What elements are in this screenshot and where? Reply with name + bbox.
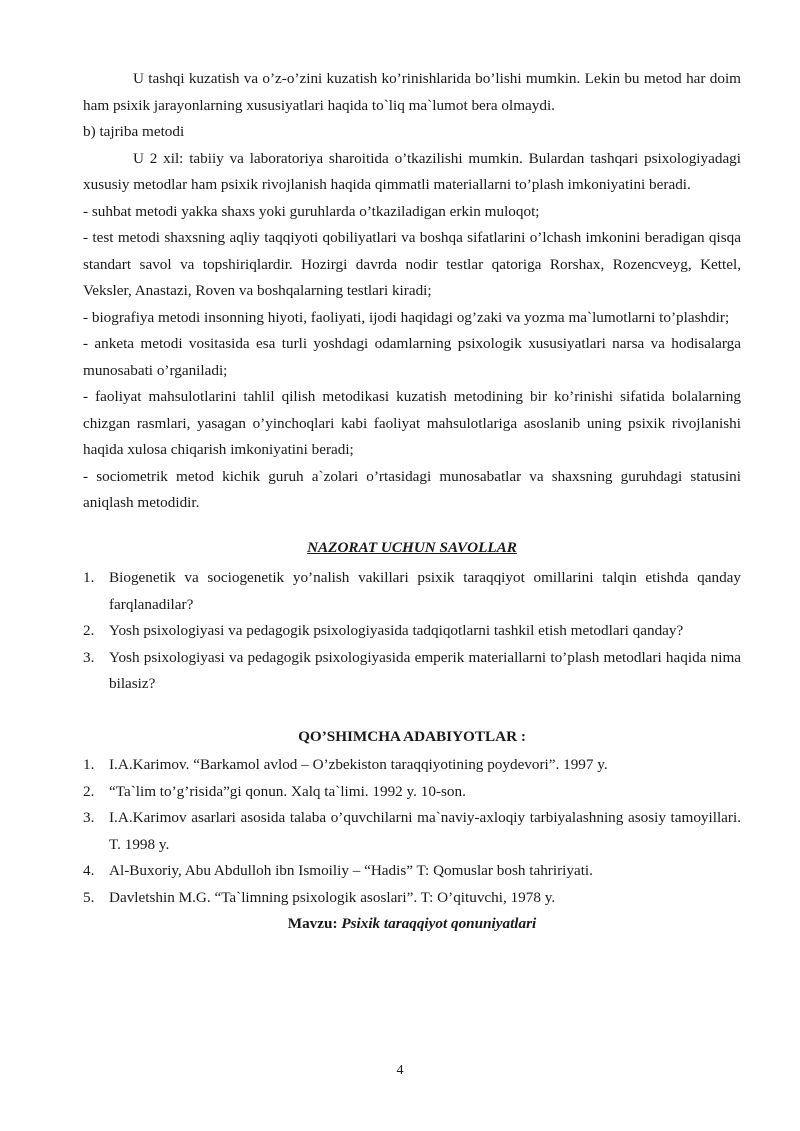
list-number: 2. (83, 782, 95, 800)
list-text: Biogenetik va sociogenetik yo’nalish vakillari psixik taraqqiyot omillarini talqin etishda qanday farqlanadilar? (109, 569, 741, 613)
list-text: I.A.Karimov asarlari asosida talaba o’quvchilarni ma`naviy-axloqiy tarbiyalashning asosiy tamoyillari. T. 1998 y. (109, 809, 741, 853)
document-page (83, 66, 741, 953)
list-item (83, 858, 741, 885)
list-text: I.A.Karimov. “Barkamol avlod – O’zbekiston taraqqiyotining poydevori”. 1997 y. (109, 756, 608, 773)
paragraph: - test metodi shaxsning aqliy taqqiyoti qobiliyatlari va boshqa sifatlarini o’lchash imkonini beradigan qisqa standart savol va topshiriqlardir. Hozirgi davrda nodir testlar qatoriga Rorshax, Rozencveyg, Kettel, Veksler, Anastazi, Roven va boshqalarning testlari kiradi; (83, 229, 741, 299)
questions-list (83, 565, 741, 698)
list-number: 3. (83, 648, 95, 666)
references-heading: QO’SHIMCHA ADABIYOTLAR : (298, 727, 526, 745)
list-text: Yosh psixologiyasi va pedagogik psixologiyasida emperik materiallarni to’plash metodlari haqida nima bilasiz? (109, 648, 741, 692)
paragraph: - anketa metodi vositasida esa turli yoshdagi odamlarning psixologik xususiyatlari narsa va hodisalarga munosabati o’rganiladi; (83, 335, 741, 379)
paragraph: - biografiya metodi insonning hiyoti, faoliyati, ijodi haqidagi og’zaki va yozma ma`lumotlarni to’plashdir; (83, 308, 730, 326)
list-text: “Ta`lim to’g’risida”gi qonun. Xalq ta`limi. 1992 y. 10-son. (109, 782, 466, 800)
list-item (83, 779, 741, 806)
list-item (83, 752, 741, 779)
paragraph: - sociometrik metod kichik guruh a`zolari o’rtasidagi munosabatlar va shaxsning guruhdagi statusini aniqlash metodidir. (83, 467, 741, 511)
topic-line (83, 911, 741, 938)
paragraph: U 2 xil: tabiiy va laboratoriya sharoitida o’tkazilishi mumkin. Bulardan tashqari psixologiyadagi xususiy metodlar ham psixik rivojlanish haqida qimmatli materiallarni to’plash imkoniyatini beradi. (83, 149, 741, 193)
topic-title: Psixik taraqqiyot qonuniyatlari (341, 915, 537, 932)
paragraph: - faoliyat mahsulotlarini tahlil qilish metodikasi kuzatish metodining bir ko’rinishi sifatida bolalarning chizgan rasmlari, yasagan o’yinchoqlari kabi faoliyat mahsulotlariga asoslanib uning psixik rivojlanishi haqida xulosa chiqarish imkoniyatini beradi; (83, 388, 741, 458)
list-number: 1. (83, 569, 95, 586)
list-number: 2. (83, 622, 95, 639)
list-item (83, 618, 741, 645)
questions-heading: NAZORAT UCHUN SAVOLLAR (307, 538, 517, 556)
list-text: Yosh psixologiyasi va pedagogik psixologiyasida tadqiqotlarni tashkil etish metodlari qanday? (109, 622, 684, 639)
paragraph: U tashqi kuzatish va o’z-o’zini kuzatish ko’rinishlarida bo’lishi mumkin. Lekin bu metod har doim ham psixik jarayonlarning xususiyatlari haqida to`liq ma`lumot bera olmaydi. (83, 70, 741, 114)
list-number: 3. (83, 809, 95, 826)
list-item (83, 885, 741, 912)
paragraph: - suhbat metodi yakka shaxs yoki guruhlarda o’tkaziladigan erkin muloqot; (83, 202, 540, 220)
page-number: 4 (396, 1063, 404, 1078)
paragraph: b) tajriba metodi (83, 123, 185, 140)
list-number: 4. (83, 862, 95, 879)
list-text: Davletshin M.G. “Ta`limning psixologik asoslari”. T: O’qituvchi, 1978 y. (109, 888, 556, 906)
list-number: 1. (83, 756, 95, 773)
references-list (83, 752, 741, 911)
list-item (83, 805, 741, 858)
list-item (83, 645, 741, 698)
list-item (83, 565, 741, 618)
body-text (83, 66, 741, 517)
list-text: Al-Buxoriy, Abu Abdulloh ibn Ismoiliy – “Hadis” T: Qomuslar bosh tahririyati. (109, 862, 593, 879)
topic-label: Mavzu: (287, 915, 342, 932)
list-number: 5. (83, 888, 95, 906)
